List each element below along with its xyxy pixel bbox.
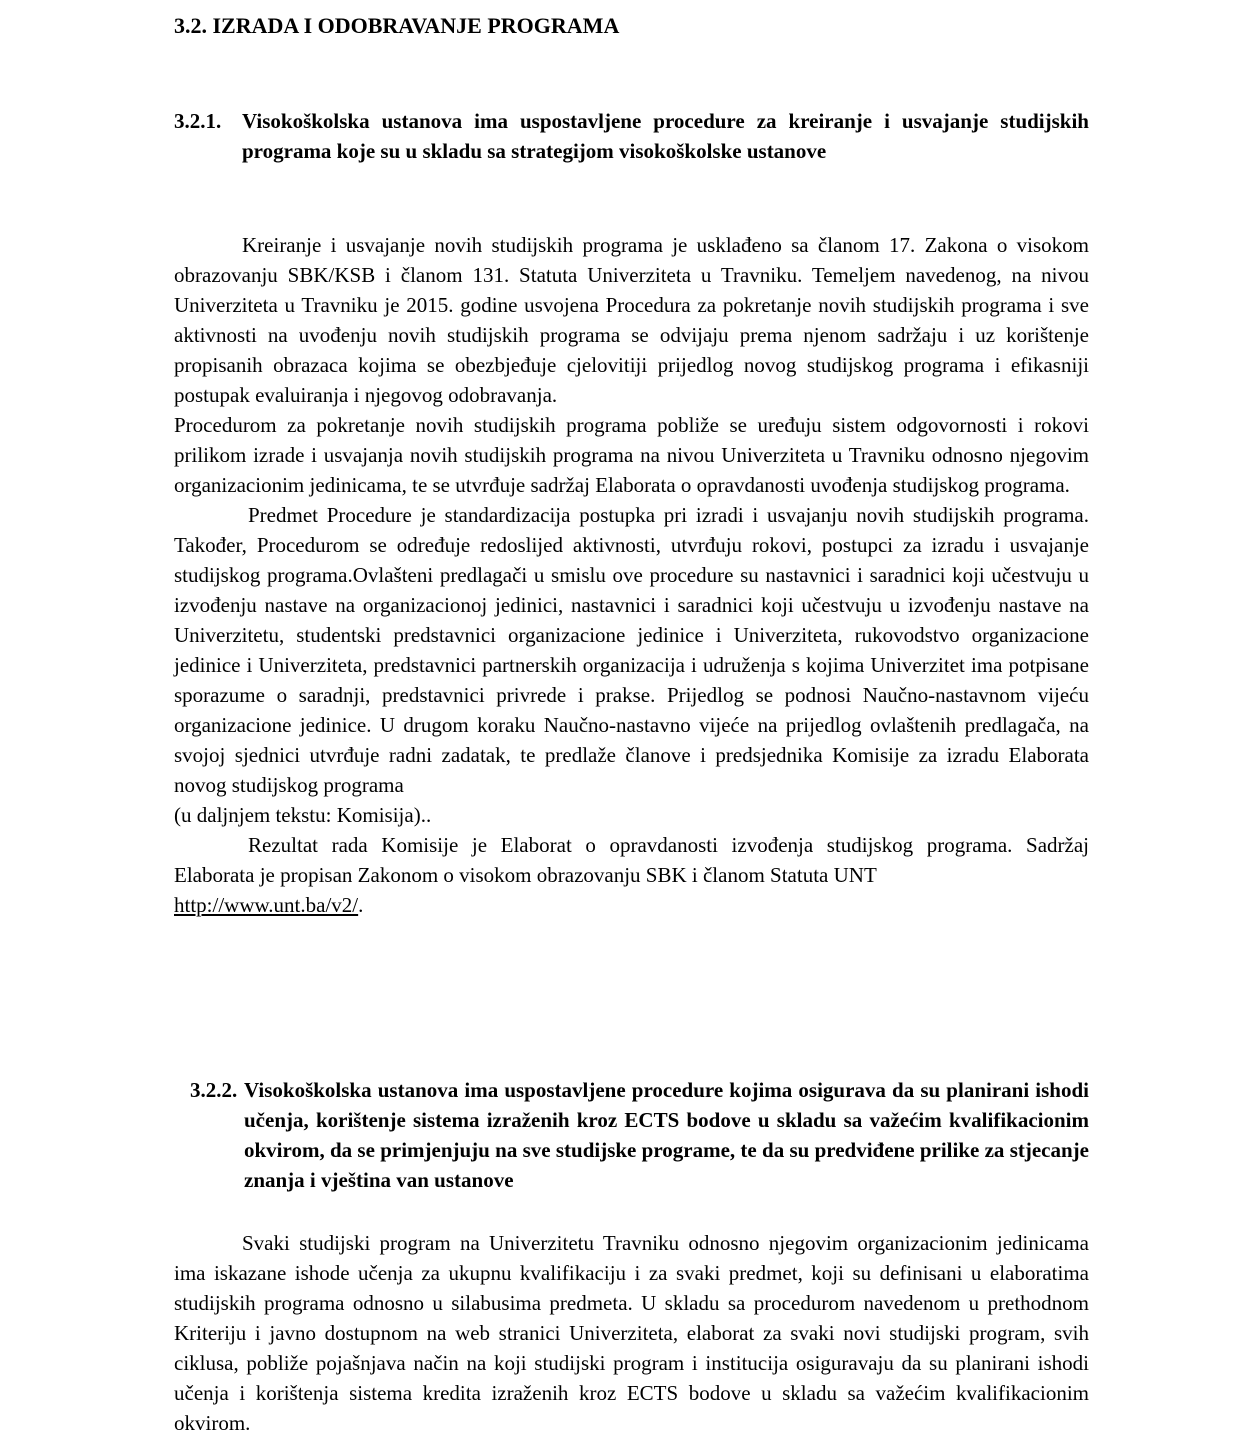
criterion-3-2-1-body: [174, 230, 1089, 920]
criterion-heading-text: Visokoškolska ustanova ima uspostavljene procedure kojima osigurava da su planirani ishodi učenja, korištenje sistema izraženih kroz ECTS bodove u skladu sa važećim kvalifikacionim okvirom, da se primjenjuju na sve studijske programe, te da su predviđene prilike za stjecanje znanja i vještina van ustanove: [244, 1078, 1089, 1192]
criterion-3-2-2-body: [174, 1228, 1089, 1438]
criterion-3-2-2-heading: [190, 1075, 1089, 1195]
criterion-number: 3.2.1.: [174, 109, 222, 133]
link-suffix: .: [358, 893, 364, 917]
criterion-3-2-1-heading: [174, 106, 1089, 166]
criterion-number: 3.2.2.: [190, 1078, 238, 1102]
unt-website-link[interactable]: http://www.unt.ba/v2/: [174, 893, 359, 917]
criterion-heading-text: Visokoškolska ustanova ima uspostavljene procedure za kreiranje i usvajanje studijskih programa koje su u skladu sa strategijom visokoškolske ustanove: [242, 109, 1089, 163]
body-paragraph: Kreiranje i usvajanje novih studijskih programa je usklađeno sa članom 17. Zakona o visokom obrazovanju SBK/KSB i članom 131. Statuta Univerziteta u Travniku. Temeljem navedenog, na nivou Univerziteta u Travniku je 2015. godine usvojena Procedura za pokretanje novih studijskih programa i sve aktivnosti na uvođenju novih studijskih programa se odvijaju prema njenom sadržaju i uz korištenje propisanih obrazaca kojima se obezbjeđuje cjelovitiji prijedlog novog studijskog programa i efikasniji postupak evaluiranja i njegovog odobravanja.: [174, 233, 1089, 407]
body-paragraph-with-link: [174, 830, 1089, 920]
body-paragraph: Procedurom za pokretanje novih studijskih programa pobliže se uređuju sistem odgovornosti i rokovi prilikom izrade i usvajanja novih studijskih programa na nivou Univerziteta u Travniku odnosno njegovim organizacionim jedinicama, te se utvrđuje sadržaj Elaborata o opravdanosti uvođenja studijskog programa.: [174, 413, 1089, 497]
section-title: 3.2. IZRADA I ODOBRAVANJE PROGRAMA: [174, 13, 620, 38]
body-paragraph: Svaki studijski program na Univerzitetu Travniku odnosno njegovim organizacionim jedinicama ima iskazane ishode učenja za ukupnu kvalifikaciju i za svaki predmet, koji su definisani u elaboratima studijskih programa odnosno u silabusima predmeta. U skladu sa procedurom navedenom u prethodnom Kriteriju i javno dostupnom na web stranici Univerziteta, elaborat za svaki novi studijski program, svih ciklusa, pobliže pojašnjava način na koji studijski program i institucija osiguravaju da su planirani ishodi učenja i korištenja sistema kredita izraženih kroz ECTS bodove u skladu sa važećim kvalifikacionim okvirom.: [174, 1231, 1089, 1435]
body-paragraph: (u daljnjem tekstu: Komisija)..: [174, 803, 432, 827]
body-paragraph: Predmet Procedure je standardizacija postupka pri izradi i usvajanju novih studijskih programa. Također, Procedurom se određuje redoslijed aktivnosti, utvrđuju rokovi, postupci za izradu i usvajanje studijskog programa.Ovlašteni predlagači u smislu ove procedure su nastavnici i saradnici koji učestvuju u izvođenju nastave na organizacionoj jedinici, nastavnici i saradnici koji učestvuju u izvođenju nastave na Univerzitetu, studentski predstavnici organizacione jedinice i Univerziteta, rukovodstvo organizacione jedinice i Univerziteta, predstavnici partnerskih organizacija i udruženja s kojima Univerzitet ima potpisane sporazume o saradnji, predstavnici privrede i prakse. Prijedlog se podnosi Naučno-nastavnom vijeću organizacione jedinice. U drugom koraku Naučno-nastavno vijeće na prijedlog ovlaštenih predlagača, na svojoj sjednici utvrđuje radni zadatak, te predlaže članove i predsjednika Komisije za izradu Elaborata novog studijskog programa: [174, 503, 1089, 797]
body-paragraph-text: Rezultat rada Komisije je Elaborat o opravdanosti izvođenja studijskog programa. Sadržaj Elaborata je propisan Zakonom o visokom obrazovanju SBK i članom Statuta UNT: [174, 833, 1089, 887]
